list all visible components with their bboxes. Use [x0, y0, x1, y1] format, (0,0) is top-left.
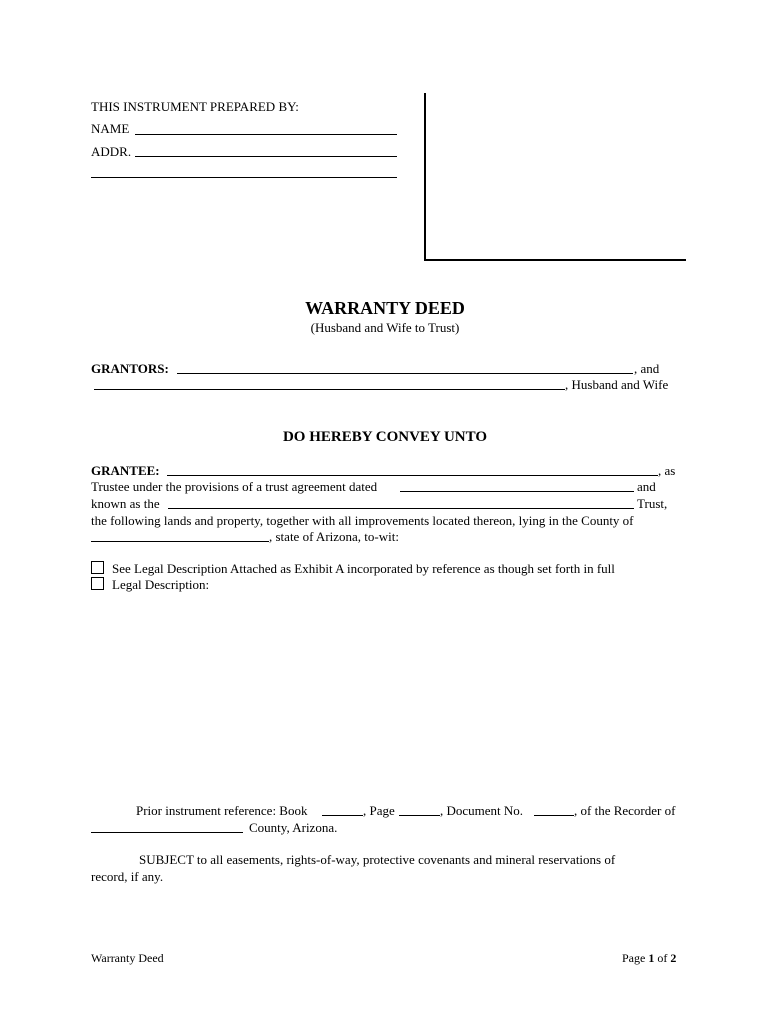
document-title: WARRANTY DEED: [305, 298, 465, 318]
grantors-field-2[interactable]: [94, 389, 565, 390]
subject-line2: record, if any.: [91, 869, 164, 884]
county-field[interactable]: [91, 541, 269, 542]
name-field[interactable]: [135, 134, 397, 135]
document-no-field[interactable]: [534, 815, 574, 816]
grantors-and: , and: [634, 361, 660, 376]
prior-county: County, Arizona.: [249, 820, 338, 835]
grantors-field[interactable]: [177, 373, 633, 374]
legal-option-description[interactable]: Legal Description:: [91, 577, 209, 593]
footer-page-number: Page 1 of 2: [622, 951, 677, 965]
footer-doc-name: Warranty Deed: [91, 951, 164, 965]
known-as-text: known as the: [91, 496, 160, 511]
recording-box-horizontal: [424, 259, 686, 261]
checkbox-exhibit[interactable]: [91, 561, 104, 574]
grantors-label: GRANTORS:: [91, 361, 169, 376]
prepared-by-heading: THIS INSTRUMENT PREPARED BY:: [91, 99, 299, 114]
lands-text: the following lands and property, together with all improvements located thereon, lying in the County of: [91, 513, 634, 528]
grantee-as: , as: [658, 463, 676, 478]
recorder-county-field[interactable]: [91, 832, 243, 833]
name-label: NAME: [91, 121, 130, 136]
husband-and-wife: , Husband and Wife: [565, 377, 669, 392]
subject-line1: SUBJECT to all easements, rights-of-way, protective covenants and mineral reservations of: [139, 852, 616, 867]
checkbox-legal-description[interactable]: [91, 577, 104, 590]
document-subtitle: (Husband and Wife to Trust): [310, 320, 460, 335]
page-field[interactable]: [399, 815, 440, 816]
addr-field[interactable]: [135, 156, 397, 157]
book-field[interactable]: [322, 815, 363, 816]
legal-option-exhibit[interactable]: See Legal Description Attached as Exhibit A incorporated by reference as though set forth in full: [91, 561, 615, 577]
recording-box-vertical: [424, 93, 426, 261]
prior-recorder: , of the Recorder of: [574, 803, 676, 818]
addr-field-line2[interactable]: [91, 177, 397, 178]
prior-doc: , Document No.: [440, 803, 524, 818]
trustee-text: Trustee under the provisions of a trust agreement dated: [91, 479, 378, 494]
trust-word: Trust,: [637, 496, 668, 511]
convey-heading: DO HEREBY CONVEY UNTO: [282, 429, 488, 445]
addr-label: ADDR.: [91, 144, 132, 159]
prior-lead: Prior instrument reference: Book: [136, 803, 308, 818]
trust-name-field[interactable]: [168, 508, 634, 509]
prior-page: , Page: [363, 803, 395, 818]
grantee-field[interactable]: [167, 475, 658, 476]
grantee-label: GRANTEE:: [91, 463, 160, 478]
state-text: , state of Arizona, to-wit:: [269, 529, 399, 544]
trust-date-field[interactable]: [400, 491, 634, 492]
trustee-and: and: [637, 479, 656, 494]
